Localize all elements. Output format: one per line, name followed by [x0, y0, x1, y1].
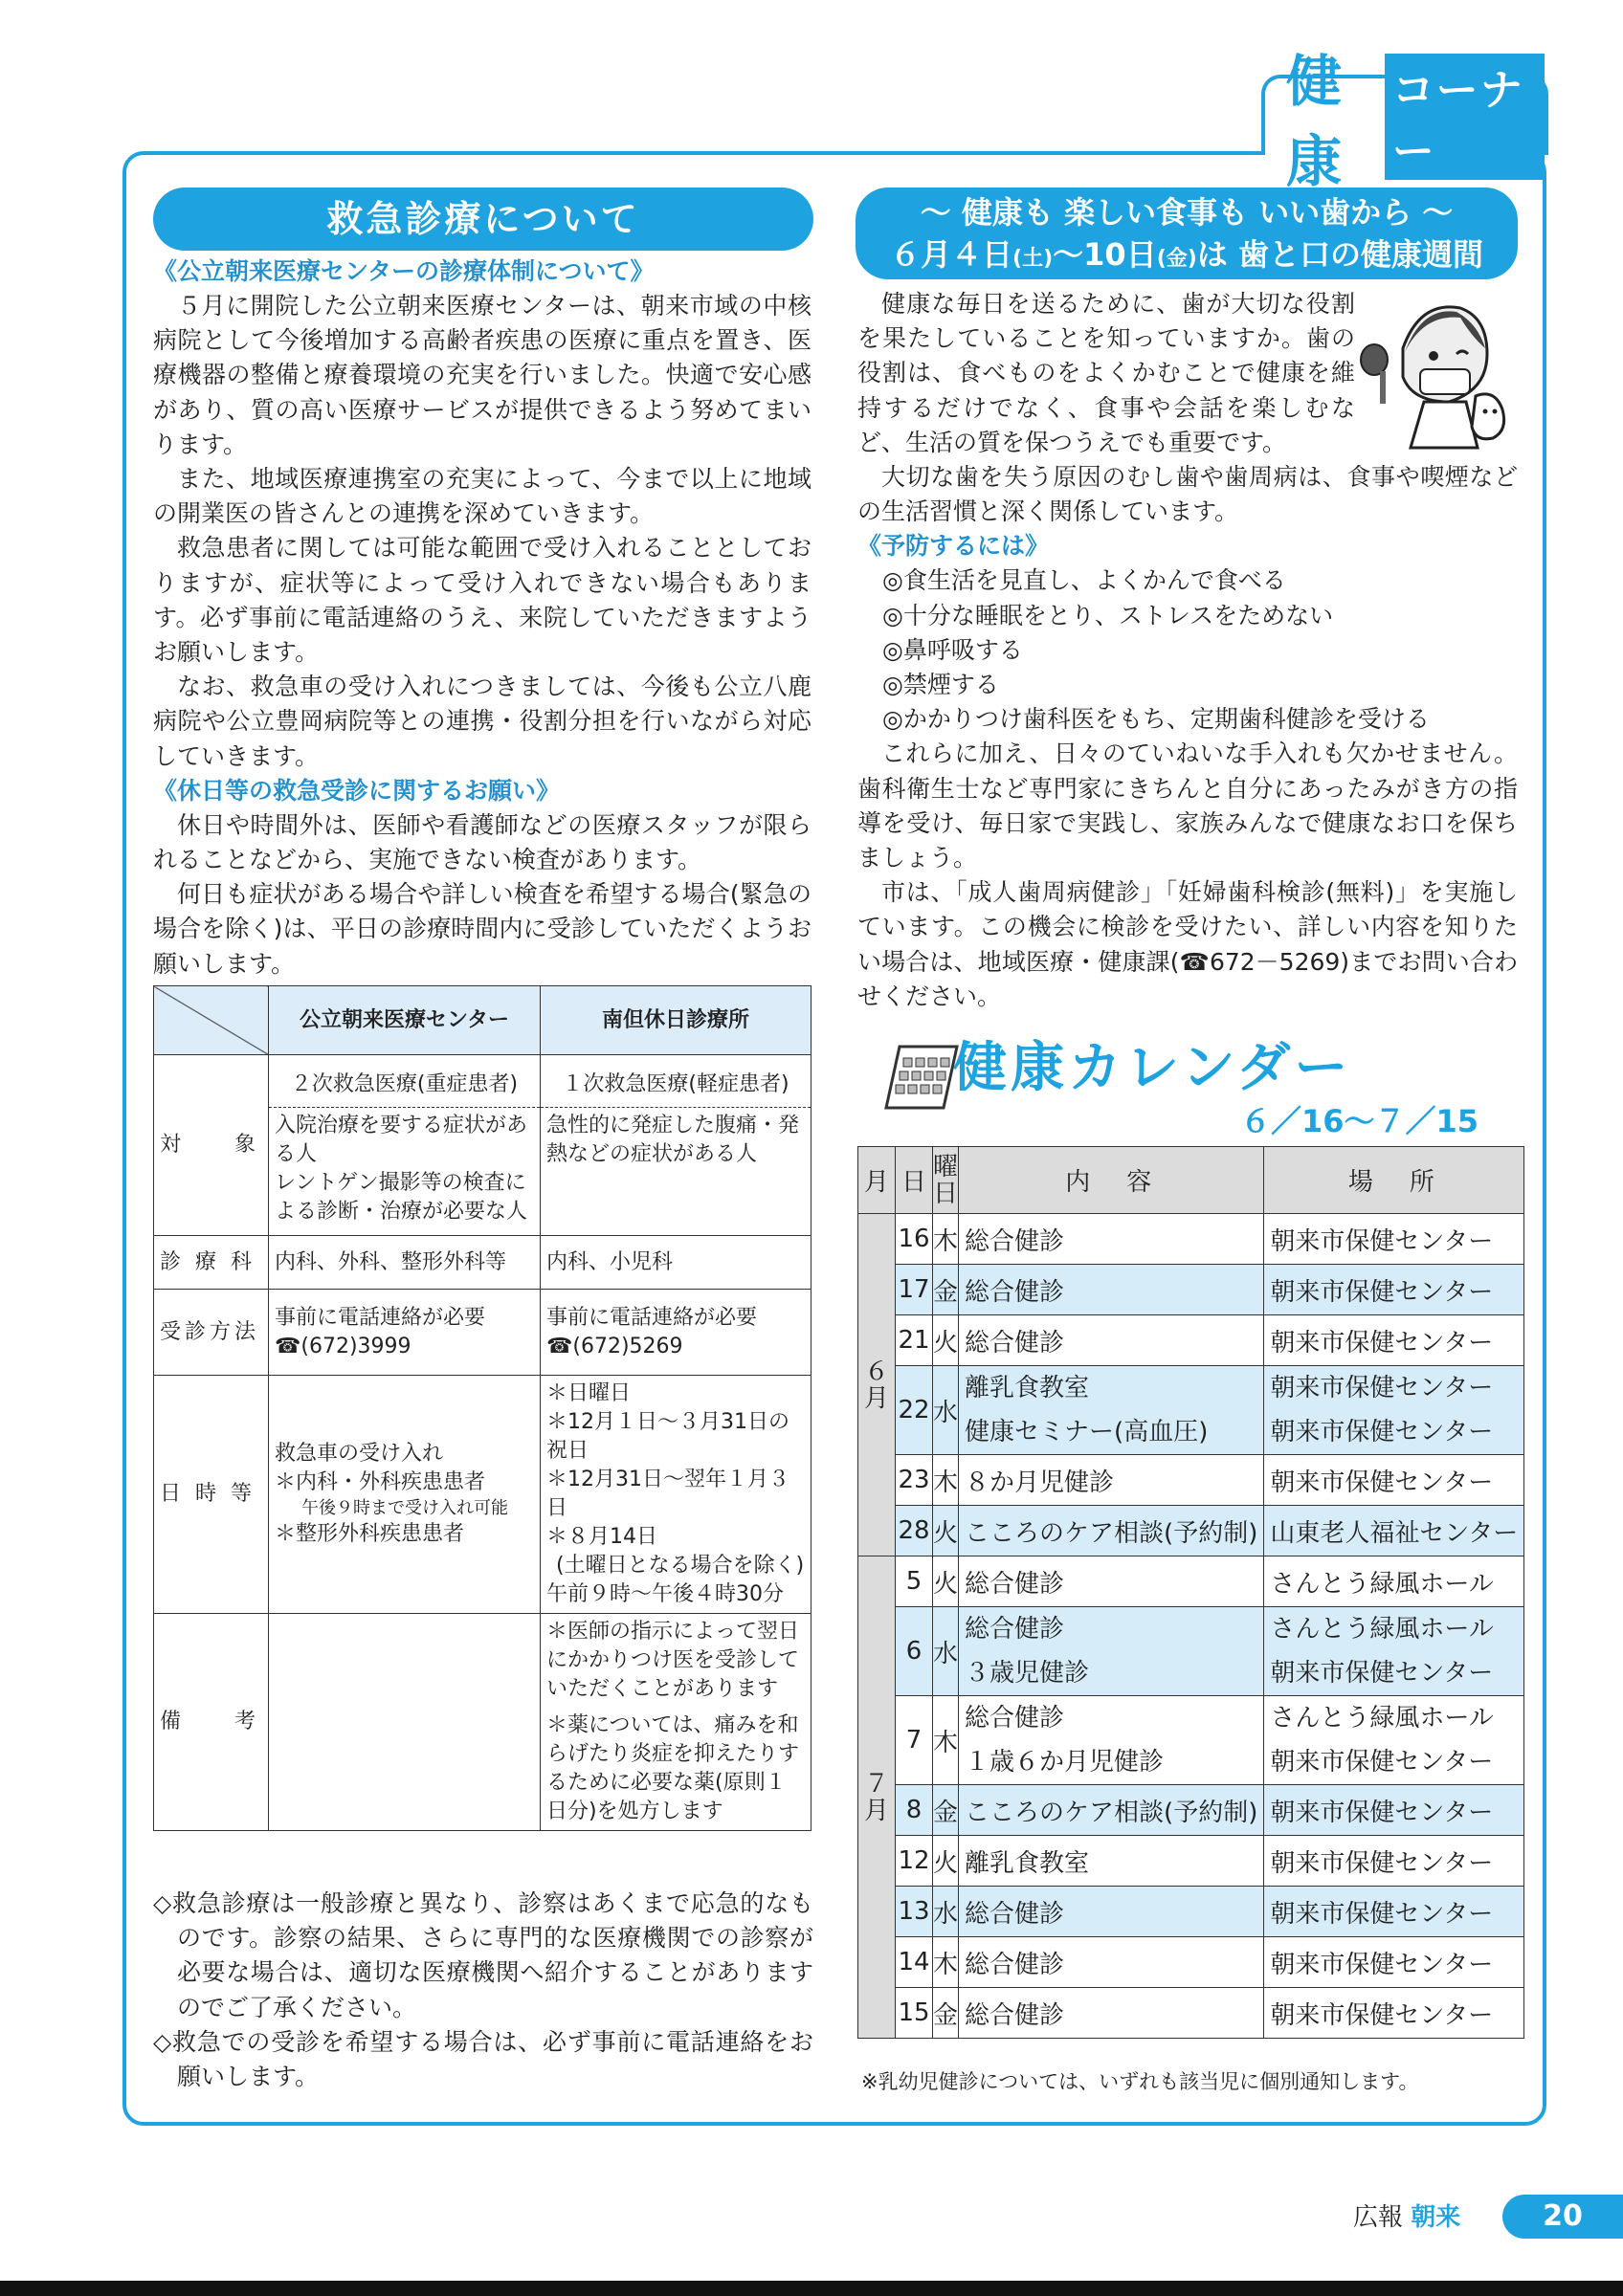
weekday-cell: 水	[933, 1607, 959, 1696]
content-cell: 総合健診	[959, 1937, 1264, 1988]
day-cell: 7	[896, 1696, 933, 1785]
paragraph: 健康な毎日を送るために、歯が大切な役割を果たしていることを知っていますか。歯の役割は、食べものをよくかむことで健康を維持するだけでなく、食事や会話を楽しむなど、生活の質を保つうえでも重要です。	[857, 290, 1355, 456]
content-line: 総合健診	[965, 1615, 1065, 1644]
paragraph: 大切な歯を失う原因のむし歯や歯周病は、食事や喫煙などの生活習慣と深く関係しています。	[857, 463, 1518, 526]
place-cell: 朝来市保健センター	[1264, 1315, 1524, 1366]
col-day: 日	[896, 1147, 933, 1214]
cell-line: 救急車の受け入れ	[275, 1442, 444, 1466]
month-june: ６月	[858, 1214, 896, 1556]
cell-line: レントゲン撮影等の検査による診断・治療が必要な人	[275, 1171, 528, 1224]
phone-number: ☎(672)5269	[546, 1334, 683, 1358]
place-cell: さんとう緑風ホール	[1264, 1556, 1524, 1607]
dental-title-1: ～ 健康も 楽しい食事も いい歯から ～	[920, 194, 1454, 231]
cell-text: ＊医師の指示によって翌日にかかりつけ医を受診していただくことがあります	[546, 1620, 800, 1701]
list-item: ◎十分な睡眠をとり、ストレスをためない	[882, 601, 1334, 629]
date-start: ６月４日	[890, 236, 1013, 273]
content-cell: 総合健診	[959, 1556, 1264, 1607]
content-cell: 総合健診	[959, 1988, 1264, 2039]
paragraph: これらに加え、日々のていねいな手入れも欠かせません。歯科衛生士など専門家にきちんと自分にあったみがき方の指導を受け、毎日家で実践し、家族みんなで健康なお口を保ちましょう。	[857, 740, 1518, 872]
footer-label-1: 広報	[1353, 2203, 1404, 2232]
place-line: さんとう緑風ホール	[1270, 1615, 1494, 1644]
paragraph: ５月に開院した公立朝来医療センターは、朝来市域の中核病院として今後増加する高齢者疾患の医療に重点を置き、医療機器の整備と療養環境の充実を行いました。快適で安心感があり、質の高い医療サービスが提供できるよう努めてまいります。	[153, 292, 812, 458]
place-cell: 朝来市保健センター	[1264, 1988, 1524, 2039]
day-cell: 16	[896, 1214, 933, 1265]
content-cell: 離乳食教室	[959, 1836, 1264, 1887]
place-cell: 朝来市保健センター	[1264, 1937, 1524, 1988]
cell-text: ２次救急医療(重症患者)	[290, 1072, 519, 1096]
corner-title-1: 健康	[1286, 49, 1345, 194]
page-number: 20	[1502, 2195, 1623, 2239]
content-line: １歳６か月児健診	[965, 1748, 1165, 1777]
corner-title-2: コーナー	[1385, 54, 1545, 180]
month-july: ７月	[858, 1556, 896, 2039]
subheading-holiday: 《休日等の救急受診に関するお願い》	[153, 776, 561, 805]
cell-line: 事前に電話連絡が必要	[275, 1305, 486, 1330]
paragraph: また、地域医療連携室の充実によって、今まで以上に地域の開業医の皆さんとの連携を深めていきます。	[153, 465, 812, 528]
place-cell: 朝来市保健センター	[1264, 1785, 1524, 1836]
list-item: ◎かかりつけ歯科医をもち、定期歯科健診を受ける	[882, 705, 1430, 734]
paragraph: 救急患者に関しては可能な範囲で受け入れることとしておりますが、症状等によって受け入れできない場合もあります。必ず事前に電話連絡のうえ、来院していただきますようお願いします。	[153, 534, 812, 667]
col-month: 月	[858, 1147, 896, 1214]
row-label: 診 療 科	[154, 1236, 269, 1290]
cell-text: 急性的に発症した腹痛・発熱などの症状がある人	[541, 1107, 811, 1231]
note: ◇救急での受診を希望する場合は、必ず事前に電話連絡をお願いします。	[153, 2027, 813, 2091]
content-cell: 総合健診	[959, 1887, 1264, 1937]
col-place: 場 所	[1264, 1147, 1524, 1214]
list-item: ◎禁煙する	[882, 671, 999, 699]
day-cell: 6	[896, 1607, 933, 1696]
weekday-cell: 水	[933, 1366, 959, 1455]
paragraph: なお、救急車の受け入れにつきましては、今後も公立八鹿病院や公立豊岡病院等との連携・役割分担を行いながら対応していきます。	[153, 673, 812, 770]
table-cell: 内科、外科、整形外科等	[269, 1236, 541, 1290]
cell-line: ＊12月31日～翌年１月３日	[546, 1468, 789, 1520]
content-cell: 総合健診	[959, 1315, 1264, 1366]
weekday-cell: 火	[933, 1556, 959, 1607]
day-cell: 28	[896, 1506, 933, 1556]
day-cell: 15	[896, 1988, 933, 2039]
weekday-cell: 金	[933, 1265, 959, 1315]
place-line: 朝来市保健センター	[1270, 1659, 1494, 1688]
content-cell: 総合健診	[959, 1265, 1264, 1315]
bottom-bar	[0, 2281, 1623, 2296]
col-header-center: 公立朝来医療センター	[269, 986, 541, 1055]
paragraph: 市は、「成人歯周病健診」「妊婦歯科検診(無料)」を実施しています。この機会に検診を受けたい、詳しい内容を知りたい場合は、地域医療・健康課(☎672－5269)までお問い合わせください。	[857, 878, 1518, 1010]
day-cell: 22	[896, 1366, 933, 1455]
content-cell: ８か月児健診	[959, 1455, 1264, 1506]
day-cell: 5	[896, 1556, 933, 1607]
day-cell: 13	[896, 1887, 933, 1937]
weekday-cell: 火	[933, 1836, 959, 1887]
content-cell: 総合健診	[959, 1214, 1264, 1265]
content-line: 離乳食教室	[965, 1374, 1090, 1402]
calendar-range: ６／16～７／15	[1240, 1103, 1479, 1139]
row-label: 受診方法	[154, 1290, 269, 1376]
row-label: 日 時 等	[154, 1376, 269, 1614]
paragraph: 何日も症状がある場合や詳しい検査を希望する場合(緊急の場合を除く)は、平日の診療時間内に受診していただくようお願いします。	[153, 880, 812, 978]
cell-line: ＊８月14日	[546, 1525, 657, 1549]
cell-line: ＊内科・外科疾患患者	[275, 1470, 486, 1494]
day-cell: 23	[896, 1455, 933, 1506]
weekday: (土)	[1012, 247, 1054, 271]
weekday-cell: 木	[933, 1937, 959, 1988]
place-line: 朝来市保健センター	[1270, 1418, 1494, 1446]
place-cell: 山東老人福祉センター	[1264, 1506, 1524, 1556]
place-cell: 朝来市保健センター	[1264, 1455, 1524, 1506]
list-item: ◎鼻呼吸する	[882, 635, 1023, 664]
calendar-title: 健康カレンダー	[953, 1037, 1352, 1099]
day-cell: 8	[896, 1785, 933, 1836]
col-weekday: 曜日	[933, 1147, 959, 1214]
row-label: 対 象	[154, 1055, 269, 1236]
cell-line: 午前９時～午後４時30分	[546, 1582, 784, 1606]
content-line: 総合健診	[965, 1704, 1065, 1733]
place-cell: 朝来市保健センター	[1264, 1887, 1524, 1937]
content-frame	[122, 151, 1546, 2126]
row-label: 備 考	[154, 1614, 269, 1831]
cell-line: 午後９時まで受け入れ可能	[301, 1498, 508, 1518]
weekday-cell: 水	[933, 1887, 959, 1937]
place-line: 朝来市保健センター	[1270, 1748, 1494, 1777]
day-cell: 17	[896, 1265, 933, 1315]
content-line: ３歳児健診	[965, 1659, 1090, 1688]
place-cell: 朝来市保健センター	[1264, 1836, 1524, 1887]
content-cell: こころのケア相談(予約制)	[959, 1506, 1264, 1556]
table-cell: 内科、小児科	[541, 1236, 812, 1290]
date-end: ～10日	[1053, 236, 1157, 273]
cell-line: ＊整形外科疾患患者	[275, 1522, 465, 1546]
cell-line: (土曜日となる場合を除く)	[556, 1554, 805, 1578]
calendar-note: ※乳幼児健診については、いずれも該当児に個別通知します。	[861, 2070, 1419, 2093]
place-line: 朝来市保健センター	[1270, 1374, 1494, 1402]
place-cell: 朝来市保健センター	[1264, 1214, 1524, 1265]
col-content: 内 容	[959, 1147, 1264, 1214]
place-line: さんとう緑風ホール	[1270, 1704, 1494, 1733]
cell-line: 入院治療を要する症状がある人	[275, 1114, 528, 1166]
content-line: 健康セミナー(高血圧)	[965, 1418, 1209, 1446]
day-cell: 14	[896, 1937, 933, 1988]
emergency-title: 救急診療について	[153, 188, 813, 251]
cell-text: １次救急医療(軽症患者)	[562, 1072, 789, 1096]
day-cell: 21	[896, 1315, 933, 1366]
cell-line: 事前に電話連絡が必要	[546, 1305, 758, 1330]
list-item: ◎食生活を見直し、よくかんで食べる	[882, 566, 1286, 595]
weekday-cell: 火	[933, 1506, 959, 1556]
phone-number: ☎(672)3999	[275, 1334, 411, 1358]
cell-text: ＊薬については、痛みを和らげたり炎症を抑えたりするために必要な薬(原則１日分)を処方します	[546, 1713, 800, 1823]
day-cell: 12	[896, 1836, 933, 1887]
note: ◇救急診療は一般診療と異なり、診察はあくまで応急的なものです。診察の結果、さらに専門的な医療機関での診察が必要な場合は、適切な医療機関へ紹介することがありますのでご了承ください。	[153, 1889, 813, 2021]
place-cell: 朝来市保健センター	[1264, 1265, 1524, 1315]
content-cell: こころのケア相談(予約制)	[959, 1785, 1264, 1836]
week-name: は 歯と口の健康週間	[1196, 236, 1483, 273]
footer-label	[1353, 2200, 1460, 2235]
weekday-cell: 木	[933, 1455, 959, 1506]
corner-tab	[1261, 49, 1548, 194]
cell-line: ＊12月１日～３月31日の祝日	[546, 1410, 789, 1463]
subheading-center: 《公立朝来医療センターの診療体制について》	[153, 257, 655, 285]
paragraph: 休日や時間外は、医師や看護師などの医療スタッフが限られることなどから、実施できない検査があります。	[153, 810, 812, 874]
weekday-cell: 火	[933, 1315, 959, 1366]
subheading-prevention: 《予防するには》	[857, 532, 1050, 561]
col-header-clinic: 南但休日診療所	[541, 986, 812, 1055]
footer-label-2: 朝来	[1411, 2203, 1461, 2232]
cell-line: ＊日曜日	[546, 1381, 632, 1405]
weekday-cell: 金	[933, 1785, 959, 1836]
weekday-cell: 木	[933, 1214, 959, 1265]
weekday-cell: 木	[933, 1696, 959, 1785]
weekday-cell: 金	[933, 1988, 959, 2039]
weekday: (金)	[1156, 247, 1197, 271]
